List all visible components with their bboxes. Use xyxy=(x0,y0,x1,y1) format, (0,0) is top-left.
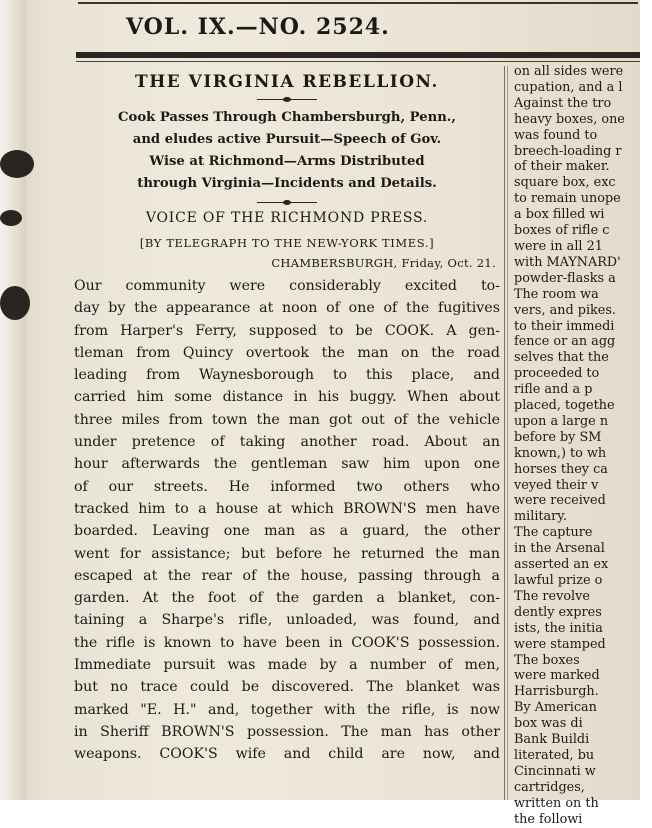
body-line: Immediate pursuit was made by a number of men, xyxy=(74,657,500,674)
adjacent-line: military. xyxy=(514,509,567,525)
adjacent-line: were marked xyxy=(514,668,600,684)
adjacent-line: breech-loading r xyxy=(514,143,622,159)
body-line: went for assistance; but before he returned the man xyxy=(74,545,500,562)
adjacent-line: was found to xyxy=(514,127,598,143)
body-line: escaped at the rear of the house, passing through a xyxy=(74,567,500,584)
adjacent-line: dently expres xyxy=(514,604,602,620)
body-line: Our community were considerably excited to- xyxy=(74,278,500,294)
body-line: garden. At the foot of the garden a blanket, con- xyxy=(74,590,500,607)
article-deck xyxy=(76,107,498,195)
article-headline: THE VIRGINIA REBELLION. xyxy=(135,72,439,92)
body-line: in Sheriff BROWN'S possession. The man has other xyxy=(74,723,500,740)
body-line: weapons. COOK'S wife and child are now, and xyxy=(74,746,500,763)
adjacent-line: proceeded to xyxy=(514,366,600,382)
adjacent-line: horses they ca xyxy=(514,461,608,477)
adjacent-line: known,) to wh xyxy=(514,445,607,461)
adjacent-line: with MAYNARD' xyxy=(514,254,621,270)
adjacent-line: selves that the xyxy=(514,350,609,366)
body-line: from Harper's Ferry, supposed to be COOK. A gen- xyxy=(74,322,500,339)
masthead xyxy=(78,0,648,58)
adjacent-line: The revolve xyxy=(514,588,590,604)
headline-ornament-rule xyxy=(257,98,317,101)
body-line: tracked him to a house at which BROWN'S men have xyxy=(74,500,500,517)
adjacent-line: powder-flasks a xyxy=(514,270,616,286)
adjacent-line: before by SM xyxy=(514,429,602,445)
adjacent-line: placed, togethe xyxy=(514,398,615,414)
adjacent-line: By American xyxy=(514,700,597,716)
adjacent-line: asserted an ex xyxy=(514,557,609,573)
body-line: hour afterwards the gentleman saw him upon one xyxy=(74,456,500,473)
adjacent-line: fence or an agg xyxy=(514,334,616,350)
body-line: leading from Waynesborough to this place, and xyxy=(74,367,500,384)
adjacent-line: rifle and a p xyxy=(514,382,593,398)
adjacent-line: boxes of rifle c xyxy=(514,223,610,239)
masthead-top-rule xyxy=(78,2,638,4)
deck-line: Cook Passes Through Chambersburgh, Penn., xyxy=(118,110,456,125)
adjacent-line: heavy boxes, one xyxy=(514,111,625,127)
adjacent-line: Bank Buildi xyxy=(514,732,590,748)
adjacent-line: on all sides were xyxy=(514,64,624,79)
body-line: marked "E. H." and, together with the rifle, is now xyxy=(74,701,500,718)
article-column xyxy=(72,64,502,800)
adjacent-line: ists, the initia xyxy=(514,620,603,636)
adjacent-line: veyed their v xyxy=(514,477,599,493)
adjacent-line: upon a large n xyxy=(514,413,609,429)
body-line: under pretence of taking another road. About an xyxy=(74,434,500,451)
body-line: taining a Sharpe's rifle, unloaded, was found, and xyxy=(74,612,500,629)
adjacent-line: The capture xyxy=(514,525,593,541)
adjacent-line: were stamped xyxy=(514,636,606,652)
adjacent-line: to remain unope xyxy=(514,191,621,207)
body-line: boarded. Leaving one man as a guard, the other xyxy=(74,523,500,540)
body-line: the rifle is known to have been in COOK'S possession. xyxy=(74,634,500,651)
adjacent-line: vers, and pikes. xyxy=(514,302,617,318)
adjacent-column xyxy=(512,64,652,827)
article-dateline: CHAMBERSBURGH, Friday, Oct. 21. xyxy=(271,256,496,270)
body-line: three miles from town the man got out of the vehicle xyxy=(74,411,500,428)
masthead-thin-rule xyxy=(76,61,640,62)
article-body xyxy=(72,275,502,766)
deck-line: through Virginia—Incidents and Details. xyxy=(137,176,437,191)
body-line: day by the appearance at noon of one of the fugitives xyxy=(74,300,500,317)
adjacent-line: square box, exc xyxy=(514,175,616,191)
paper-tear-mark xyxy=(0,150,34,178)
adjacent-line: Against the tro xyxy=(514,95,612,111)
adjacent-line: literated, bu xyxy=(514,747,595,763)
adjacent-line: cupation, and a l xyxy=(514,79,623,95)
column-divider xyxy=(507,66,508,800)
article-subhead: VOICE OF THE RICHMOND PRESS. xyxy=(145,210,429,226)
adjacent-line: a box filled wi xyxy=(514,207,605,223)
adjacent-line: were received xyxy=(514,493,606,509)
adjacent-line: box was di xyxy=(514,716,583,732)
body-line: of our streets. He informed two others who xyxy=(74,478,500,495)
deck-ornament-rule xyxy=(257,201,317,204)
article-byline: [BY TELEGRAPH TO THE NEW-YORK TIMES.] xyxy=(139,236,435,250)
paper-tear-mark xyxy=(0,286,30,320)
adjacent-line: in the Arsenal xyxy=(514,541,605,557)
adjacent-line: Cincinnati w xyxy=(514,763,596,779)
adjacent-line: lawful prize o xyxy=(514,573,603,588)
adjacent-line: written on th xyxy=(514,795,599,811)
adjacent-line: The room wa xyxy=(514,286,599,302)
page-left-margin xyxy=(0,0,26,800)
volume-number: VOL. IX.—NO. 2524. xyxy=(126,14,390,40)
adjacent-line: The boxes xyxy=(514,652,580,668)
adjacent-line: the followi xyxy=(514,811,583,827)
adjacent-line: cartridges, xyxy=(514,779,585,795)
adjacent-line: of their maker. xyxy=(514,159,610,175)
adjacent-line: Harrisburgh. xyxy=(514,684,599,700)
masthead-thick-rule xyxy=(76,52,640,58)
adjacent-line: were in all 21 xyxy=(514,238,603,254)
body-line: tleman from Quincy overtook the man on the road xyxy=(74,344,500,361)
body-line: but no trace could be discovered. The blanket was xyxy=(74,679,500,696)
body-line: carried him some distance in his buggy. When about xyxy=(74,389,500,406)
column-divider xyxy=(504,66,505,800)
paper-tear-mark xyxy=(0,210,22,226)
deck-line: and eludes active Pursuit—Speech of Gov. xyxy=(132,132,442,147)
adjacent-line: to their immedi xyxy=(514,318,615,334)
deck-line: Wise at Richmond—Arms Distributed xyxy=(149,154,425,169)
